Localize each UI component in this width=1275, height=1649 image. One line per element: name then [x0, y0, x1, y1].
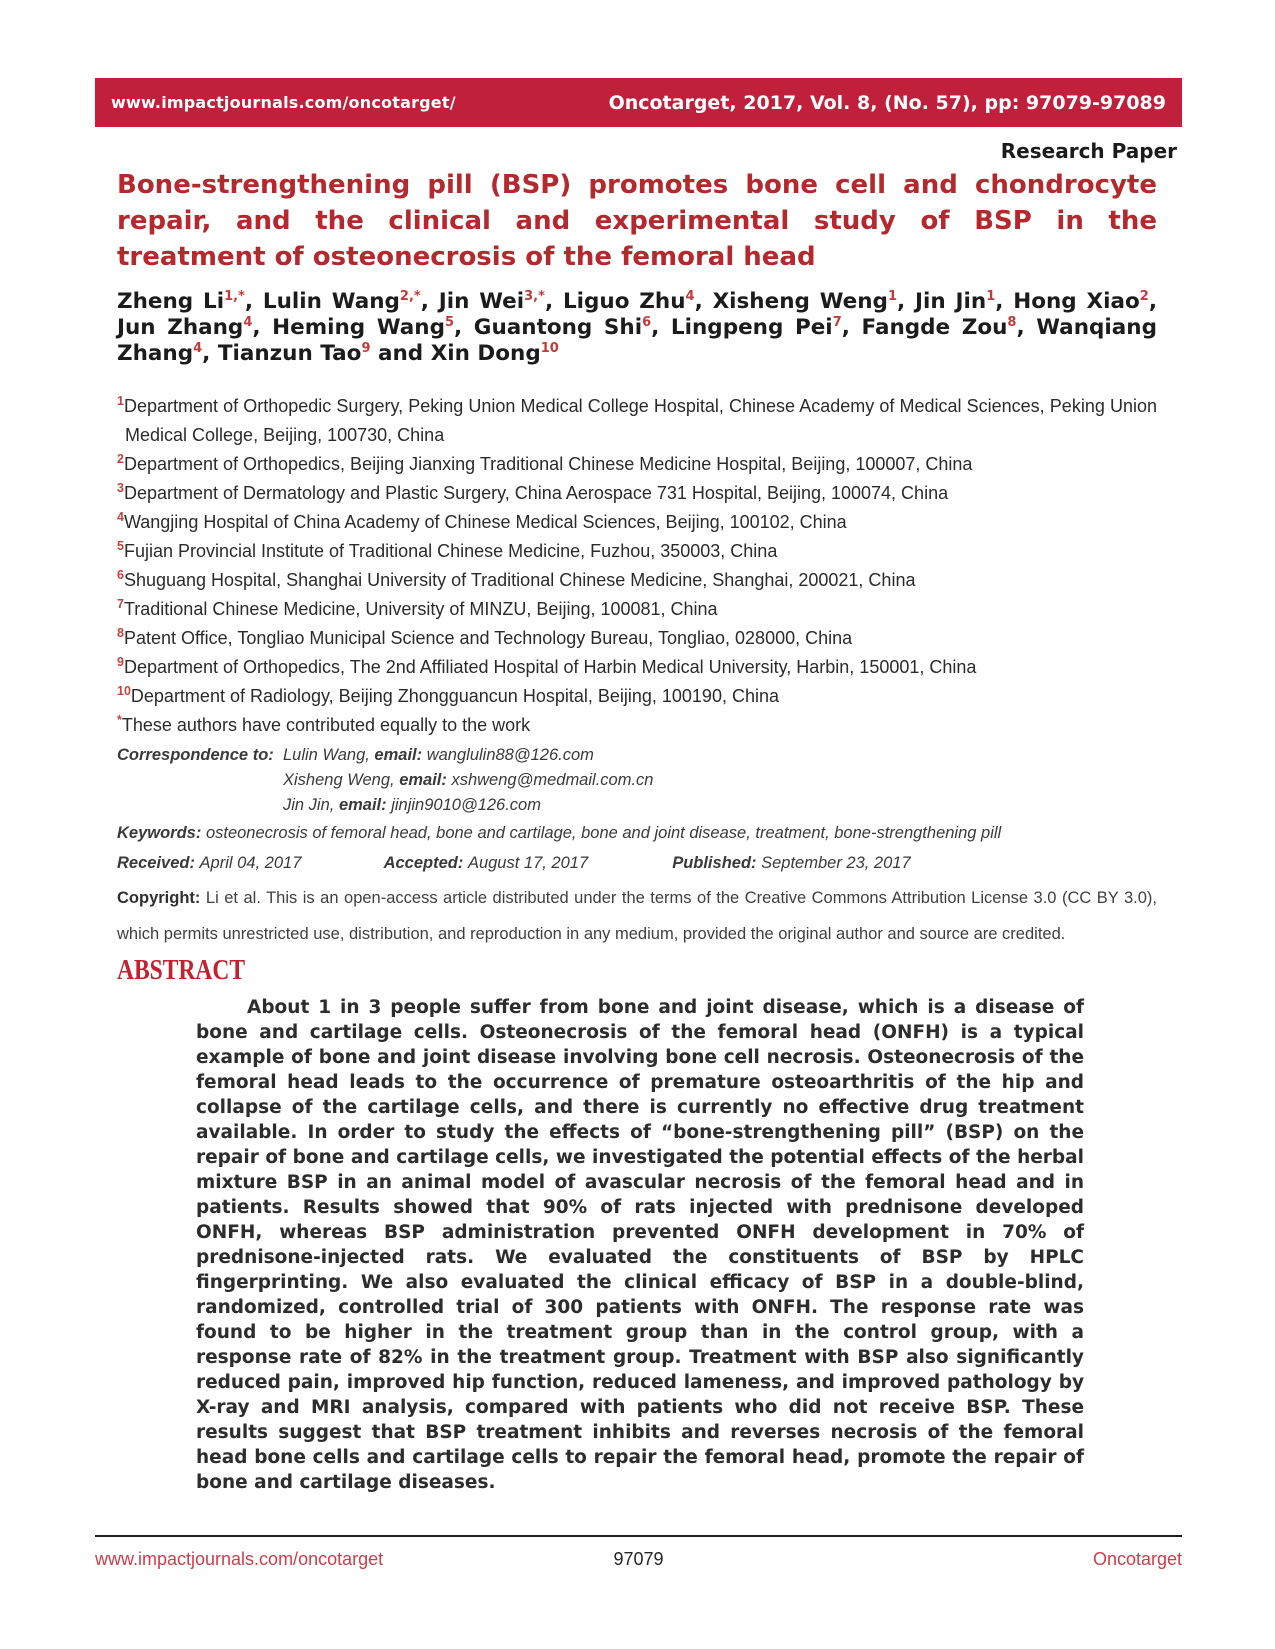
author	[439, 289, 563, 314]
footer-divider	[95, 1535, 1182, 1537]
copyright-paragraph	[117, 880, 1157, 952]
author-list	[117, 289, 1157, 367]
author-separator: ,	[995, 289, 1014, 314]
author-affiliation-superscript: 10	[540, 340, 559, 356]
author-affiliation-superscript: 7	[832, 314, 842, 330]
author-name: Jin Wei	[438, 289, 525, 314]
affiliation-number: 7	[117, 597, 124, 611]
author-name: Zheng Li	[117, 289, 225, 314]
email-label: email:	[338, 796, 392, 814]
affiliation-item	[117, 479, 1157, 508]
correspondent-name: Xisheng Weng,	[283, 771, 400, 789]
author-name: Jun Zhang	[117, 315, 244, 340]
author-name: Liguo Zhu	[562, 289, 686, 314]
author	[671, 315, 862, 340]
affiliation-text: Department of Orthopedics, Beijing Jianxing Traditional Chinese Medicine Hospital, Beijing, 100007, China	[123, 454, 973, 474]
correspondence-line	[283, 793, 1157, 818]
footer-journal-name: Oncotarget	[1092, 1549, 1182, 1569]
affiliation-item	[117, 537, 1157, 566]
author-separator: ,	[1148, 289, 1157, 314]
author-affiliation-superscript: 1	[887, 288, 897, 304]
equal-contribution-asterisk: *	[117, 713, 122, 727]
copyright-label: Copyright:	[117, 889, 206, 907]
article-title: Bone-strengthening pill (BSP) promotes bone cell and chondrocyte repair, and the clinical and experimental study of BSP in the treatment of osteonecrosis of the femoral head	[117, 170, 1157, 272]
affiliation-number: 9	[117, 655, 124, 669]
affiliation-text: Department of Dermatology and Plastic Surgery, China Aerospace 731 Hospital, Beijing, 100074, China	[123, 483, 949, 503]
author-affiliation-superscript: 5	[444, 314, 455, 330]
author	[272, 315, 474, 340]
correspondent-email[interactable]: xshweng@medmail.com.cn	[451, 771, 654, 789]
author-separator: ,	[694, 289, 713, 314]
correspondence-line	[117, 743, 1157, 768]
author-name: Xisheng Weng	[712, 289, 888, 314]
author	[915, 289, 1013, 314]
author	[713, 289, 915, 314]
correspondent-name: Jin Jin,	[283, 796, 339, 814]
author-affiliation-superscript: 2	[1139, 288, 1149, 304]
affiliation-number: 5	[117, 539, 124, 553]
affiliation-item	[117, 508, 1157, 537]
affiliation-item	[117, 624, 1157, 653]
author-separator: ,	[244, 289, 263, 314]
author-separator: ,	[454, 315, 474, 340]
author-separator: ,	[252, 315, 273, 340]
copyright-text: Li et al. This is an open-access article distributed under the terms of the Creative Commons Attribution License 3.0 (CC BY 3.0), which permits unrestricted use, distribution, and reproduction in any medium, provided the original author and source are credited.	[117, 889, 1157, 943]
author-affiliation-superscript: 3,*	[524, 288, 545, 304]
author-separator: ,	[544, 289, 563, 314]
author	[117, 315, 272, 340]
affiliation-number: 1	[117, 394, 124, 408]
date-label: Received:	[117, 854, 200, 872]
affiliation-text: Traditional Chinese Medicine, University of MINZU, Beijing, 100081, China	[123, 599, 718, 619]
date-label: Published:	[672, 854, 762, 872]
abstract-text: About 1 in 3 people suffer from bone and joint disease, which is a disease of bone and cartilage cells. Osteonecrosis of the femoral head (ONFH) is a typical example of bone and joint disease involving bone cell necrosis. Osteonecrosis of the femoral head leads to the occurrence of premature osteoarthritis of the hip and collapse of the cartilage cells, and there is currently no effective drug treatment available. In order to study the effects of “bone-strengthening pill” (BSP) on the repair of bone and cartilage cells, we investigated the potential effects of the herbal mixture BSP in an animal model of avascular necrosis of the femoral head and in patients. Results showed that 90% of rats injected with prednisone developed ONFH, whereas BSP administration prevented ONFH development in 70% of prednisone-injected rats. We evaluated the constituents of BSP by HPLC fingerprinting. We also evaluated the clinical efficacy of BSP in a double-blind, randomized, controlled trial of 300 patients with ONFH. The response rate was found to be higher in the treatment group than in the control group, with a response rate of 82% in the treatment group. Treatment with BSP also significantly reduced pain, improved hip function, reduced lameness, and improved pathology by X-ray and MRI analysis, compared with patients who did not receive BSP. These results suggest that BSP treatment inhibits and reverses necrosis of the femoral head bone cells and cartilage cells to repair the femoral head, promote the repair of bone and cartilage diseases.	[196, 997, 1084, 1493]
author-name: Fangde Zou	[861, 315, 1008, 340]
footer-page-number: 97079	[613, 1549, 664, 1569]
affiliation-item	[117, 595, 1157, 624]
author	[431, 341, 559, 366]
correspondence-block	[117, 743, 1157, 818]
abstract-heading: ABSTRACT	[117, 955, 246, 986]
affiliation-item	[117, 682, 1157, 711]
author	[263, 289, 439, 314]
affiliation-list	[117, 392, 1157, 711]
date-value: April 04, 2017	[199, 854, 302, 872]
author-affiliation-superscript: 8	[1007, 314, 1017, 330]
correspondent-email[interactable]: wanglulin88@126.com	[426, 746, 594, 764]
author-name: Xin Dong	[430, 341, 541, 366]
date-item	[672, 851, 910, 876]
equal-contribution-note	[117, 711, 1157, 740]
affiliation-text: Shuguang Hospital, Shanghai University of Traditional Chinese Medicine, Shanghai, 200021, China	[123, 570, 916, 590]
page-footer	[95, 1545, 1182, 1573]
keywords-line	[117, 821, 1157, 846]
date-value: August 17, 2017	[467, 854, 589, 872]
date-item	[384, 851, 668, 876]
author-name: Wanqiang Zhang	[117, 315, 1157, 366]
keywords-text: osteonecrosis of femoral head, bone and cartilage, bone and joint disease, treatment, bone-strengthening pill	[205, 824, 1002, 842]
correspondence-line	[283, 768, 1157, 793]
author-affiliation-superscript: 1	[986, 288, 996, 304]
author	[474, 315, 671, 340]
affiliation-text: Patent Office, Tongliao Municipal Science and Technology Bureau, Tongliao, 028000, China	[123, 628, 853, 648]
header-journal-url[interactable]: www.impactjournals.com/oncotarget/	[111, 93, 456, 112]
author-affiliation-superscript: 4	[193, 340, 203, 356]
equal-contribution-text: These authors have contributed equally to the work	[121, 715, 531, 735]
author-separator: ,	[651, 315, 671, 340]
journal-header-bar	[95, 78, 1182, 127]
affiliation-number: 6	[117, 568, 124, 582]
date-value: September 23, 2017	[761, 854, 911, 872]
affiliation-item	[117, 566, 1157, 595]
keywords-label: Keywords:	[117, 824, 206, 842]
author	[218, 341, 431, 366]
author-affiliation-superscript: 1,*	[224, 288, 245, 304]
dates-line	[117, 851, 1157, 876]
author-name: Guantong Shi	[473, 315, 643, 340]
affiliation-text: Fujian Provincial Institute of Traditional Chinese Medicine, Fuzhou, 350003, China	[123, 541, 778, 561]
affiliation-number: 8	[117, 626, 124, 640]
author-affiliation-superscript: 4	[685, 288, 695, 304]
author-name: Lingpeng Pei	[670, 315, 833, 340]
author	[117, 289, 263, 314]
affiliation-item	[117, 392, 1157, 450]
email-label: email:	[374, 746, 427, 764]
author-name: Lulin Wang	[262, 289, 400, 314]
footer-journal-url[interactable]: www.impactjournals.com/oncotarget	[95, 1549, 384, 1569]
author-name: Tianzun Tao	[217, 341, 362, 366]
affiliation-text: Wangjing Hospital of China Academy of Chinese Medical Sciences, Beijing, 100102, China	[123, 512, 847, 532]
author-name: Jin Jin	[915, 289, 987, 314]
email-label: email:	[399, 771, 452, 789]
correspondent-email[interactable]: jinjin9010@126.com	[391, 796, 541, 814]
author-affiliation-superscript: 4	[243, 314, 253, 330]
date-label: Accepted:	[383, 854, 468, 872]
affiliation-item	[117, 653, 1157, 682]
author-separator: ,	[841, 315, 862, 340]
author-affiliation-superscript: 6	[642, 314, 652, 330]
affiliation-text: Department of Orthopedics, The 2nd Affiliated Hospital of Harbin Medical University, Harbin, 150001, China	[123, 657, 977, 677]
article-content	[117, 167, 1157, 1495]
author-separator: ,	[202, 341, 218, 366]
author	[1013, 289, 1157, 314]
author-affiliation-superscript: 9	[361, 340, 371, 356]
affiliation-number: 2	[117, 452, 124, 466]
author-separator: ,	[1016, 315, 1037, 340]
author	[563, 289, 713, 314]
affiliation-number: 4	[117, 510, 124, 524]
author	[862, 315, 1037, 340]
author-affiliation-superscript: 2,*	[399, 288, 421, 304]
date-item	[117, 851, 379, 876]
affiliation-number: 10	[117, 684, 131, 698]
author-name: Hong Xiao	[1013, 289, 1140, 314]
affiliation-item	[117, 450, 1157, 479]
article-type-label: Research Paper	[1000, 139, 1177, 163]
author-name: Heming Wang	[272, 315, 445, 340]
author-separator: ,	[897, 289, 915, 314]
correspondence-label: Correspondence to:	[117, 746, 274, 764]
author-separator: and	[370, 341, 431, 366]
author-separator: ,	[420, 289, 439, 314]
header-citation: Oncotarget, 2017, Vol. 8, (No. 57), pp: 97079-97089	[608, 91, 1166, 114]
correspondent-name: Lulin Wang,	[283, 746, 375, 764]
affiliation-text: Department of Radiology, Beijing Zhongguancun Hospital, Beijing, 100190, China	[130, 686, 779, 706]
affiliation-text: Department of Orthopedic Surgery, Peking Union Medical College Hospital, Chinese Academy of Medical Sciences, Peking Union Medical College, Beijing, 100730, China	[123, 396, 1157, 445]
affiliation-number: 3	[117, 481, 124, 495]
